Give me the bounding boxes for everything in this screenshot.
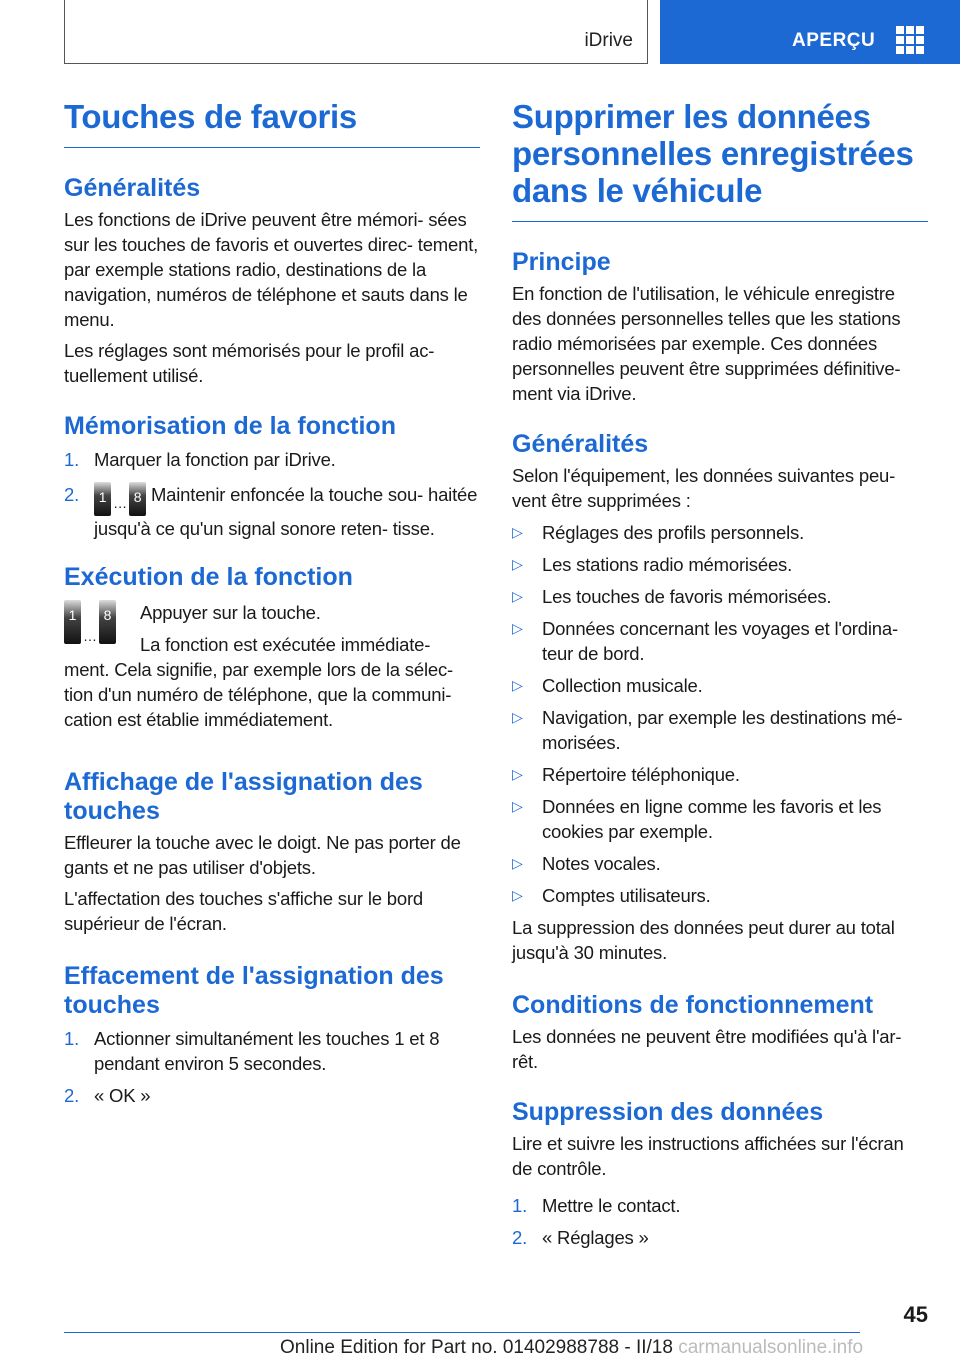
heading-generalites: Généralités bbox=[512, 430, 649, 458]
heading-affichage: Affichage de l'assignation des touches bbox=[64, 768, 423, 825]
triangle-bullet-icon: ▷ bbox=[512, 855, 523, 871]
bullet-text: Réglages des profils personnels. bbox=[542, 522, 805, 543]
list-item bbox=[512, 673, 928, 698]
step-number: 2. bbox=[512, 1227, 528, 1248]
step-number: 2. bbox=[64, 1085, 80, 1106]
bullet-text: Les stations radio mémorisées. bbox=[542, 554, 793, 575]
triangle-bullet-icon: ▷ bbox=[512, 709, 523, 725]
section-title-favorites: Touches de favoris bbox=[64, 98, 480, 148]
paragraph: Les données ne peuvent être modifiées qu'à l'ar‐ rêt. bbox=[512, 1026, 902, 1072]
heading-execution: Exécution de la fonction bbox=[64, 563, 353, 591]
triangle-bullet-icon: ▷ bbox=[512, 677, 523, 693]
list-item bbox=[512, 851, 928, 876]
step-text: Marquer la fonction par iDrive. bbox=[94, 449, 336, 470]
triangle-bullet-icon: ▷ bbox=[512, 620, 523, 636]
step-number: 1. bbox=[512, 1195, 528, 1216]
bullet-text: Données en ligne comme les favoris et les cookies par exemple. bbox=[542, 796, 882, 842]
list-item bbox=[512, 552, 928, 577]
list-item bbox=[64, 482, 480, 541]
step-text: Maintenir enfoncée la touche sou‐ haitée jusqu'à ce qu'un signal sonore reten‐ tisse. bbox=[94, 484, 478, 539]
favorite-keys-icon bbox=[94, 482, 146, 516]
bullet-list bbox=[512, 520, 928, 908]
triangle-bullet-icon: ▷ bbox=[512, 766, 523, 782]
header-section-bar bbox=[64, 0, 648, 64]
key-ellipsis: … bbox=[83, 628, 97, 644]
bullet-text: Les touches de favoris mémorisées. bbox=[542, 586, 832, 607]
triangle-bullet-icon: ▷ bbox=[512, 556, 523, 572]
key-ellipsis: … bbox=[113, 495, 127, 511]
list-item bbox=[512, 616, 928, 666]
paragraph: Selon l'équipement, les données suivantes peu‐ vent être supprimées : bbox=[512, 465, 896, 511]
list-item bbox=[512, 1225, 928, 1250]
list-item bbox=[512, 883, 928, 908]
paragraph: Lire et suivre les instructions affichées sur l'écran de contrôle. bbox=[512, 1133, 904, 1179]
paragraph: En fonction de l'utilisation, le véhicule enregistre des données personnelles telles que les stations radio mémorisées par exemple. Ces données personnelles peuvent être supprimées définitive‐ ment via iDrive. bbox=[512, 283, 901, 404]
step-number: 2. bbox=[64, 484, 80, 505]
heading-suppression: Suppression des données bbox=[512, 1098, 824, 1126]
footer-divider bbox=[64, 1332, 860, 1333]
paragraph: Effleurer la touche avec le doigt. Ne pas porter de gants et ne pas utiliser d'objets. bbox=[64, 832, 461, 878]
favorite-key-8-icon: 8 bbox=[129, 482, 146, 516]
bullet-text: Notes vocales. bbox=[542, 853, 661, 874]
bullet-text: Navigation, par exemple les destinations mé‐ morisées. bbox=[542, 707, 903, 753]
paragraph: La fonction est exécutée immédiate‐ ment. Cela signifie, par exemple lors de la sélec‐ tion d'un numéro de téléphone, que la communi‐ cation est établie immédiatement. bbox=[64, 634, 453, 730]
paragraph: Appuyer sur la touche. bbox=[140, 602, 321, 623]
list-item bbox=[512, 762, 928, 787]
bullet-text: Collection musicale. bbox=[542, 675, 703, 696]
favorite-key-1-icon: 1 bbox=[94, 482, 111, 516]
right-column bbox=[512, 98, 928, 1250]
paragraph: Les réglages sont mémorisés pour le profil ac‐ tuellement utilisé. bbox=[64, 340, 435, 386]
paragraph: L'affectation des touches s'affiche sur le bord supérieur de l'écran. bbox=[64, 888, 423, 934]
triangle-bullet-icon: ▷ bbox=[512, 887, 523, 903]
favorite-key-1-icon: 1 bbox=[64, 600, 81, 644]
list-item bbox=[512, 520, 928, 545]
footer-edition bbox=[280, 1337, 863, 1359]
step-number: 1. bbox=[64, 449, 80, 470]
step-number: 1. bbox=[64, 1028, 80, 1049]
heading-memorisation: Mémorisation de la fonction bbox=[64, 412, 396, 440]
paragraph: Les fonctions de iDrive peuvent être mémori‐ sées sur les touches de favoris et ouvertes direc‐ tement, par exemple stations radio, destinations de la navigation, numéros de téléphone et sauts dans le menu. bbox=[64, 209, 479, 330]
execution-block bbox=[64, 600, 480, 732]
heading-generalites: Généralités bbox=[64, 174, 201, 202]
step-text: « Réglages » bbox=[542, 1227, 649, 1248]
header-section-label: iDrive bbox=[584, 30, 633, 51]
header-overview-tab[interactable] bbox=[660, 0, 960, 64]
list-item bbox=[64, 447, 480, 472]
paragraph: La suppression des données peut durer au total jusqu'à 30 minutes. bbox=[512, 917, 895, 963]
watermark: carmanualsonline.info bbox=[678, 1337, 864, 1358]
triangle-bullet-icon: ▷ bbox=[512, 524, 523, 540]
bullet-text: Comptes utilisateurs. bbox=[542, 885, 711, 906]
list-item bbox=[512, 705, 928, 755]
step-text: Actionner simultanément les touches 1 et 8 pendant environ 5 secondes. bbox=[94, 1028, 440, 1074]
favorite-keys-icon bbox=[64, 600, 136, 650]
heading-principe: Principe bbox=[512, 248, 611, 276]
heading-conditions: Conditions de fonctionnement bbox=[512, 991, 874, 1019]
list-item bbox=[64, 1083, 480, 1108]
list-item bbox=[512, 794, 928, 844]
list-item bbox=[64, 1026, 480, 1076]
bullet-text: Données concernant les voyages et l'ordina‐ teur de bord. bbox=[542, 618, 898, 664]
section-title-delete-data: Supprimer les données personnelles enregistrées dans le véhicule bbox=[512, 98, 928, 222]
header-overview-label: APERÇU bbox=[792, 30, 876, 51]
step-text: Mettre le contact. bbox=[542, 1195, 681, 1216]
list-item bbox=[512, 584, 928, 609]
heading-effacement: Effacement de l'assignation des touches bbox=[64, 962, 444, 1019]
triangle-bullet-icon: ▷ bbox=[512, 588, 523, 604]
list-item bbox=[512, 1193, 928, 1218]
left-column bbox=[64, 98, 480, 1108]
edition-text: Online Edition for Part no. 01402988788 - II/18 bbox=[280, 1337, 673, 1358]
step-text: « OK » bbox=[94, 1085, 151, 1106]
triangle-bullet-icon: ▷ bbox=[512, 798, 523, 814]
bullet-text: Répertoire téléphonique. bbox=[542, 764, 740, 785]
grid-icon bbox=[896, 26, 924, 54]
favorite-key-8-icon: 8 bbox=[99, 600, 116, 644]
page-number: 45 bbox=[903, 1302, 928, 1327]
